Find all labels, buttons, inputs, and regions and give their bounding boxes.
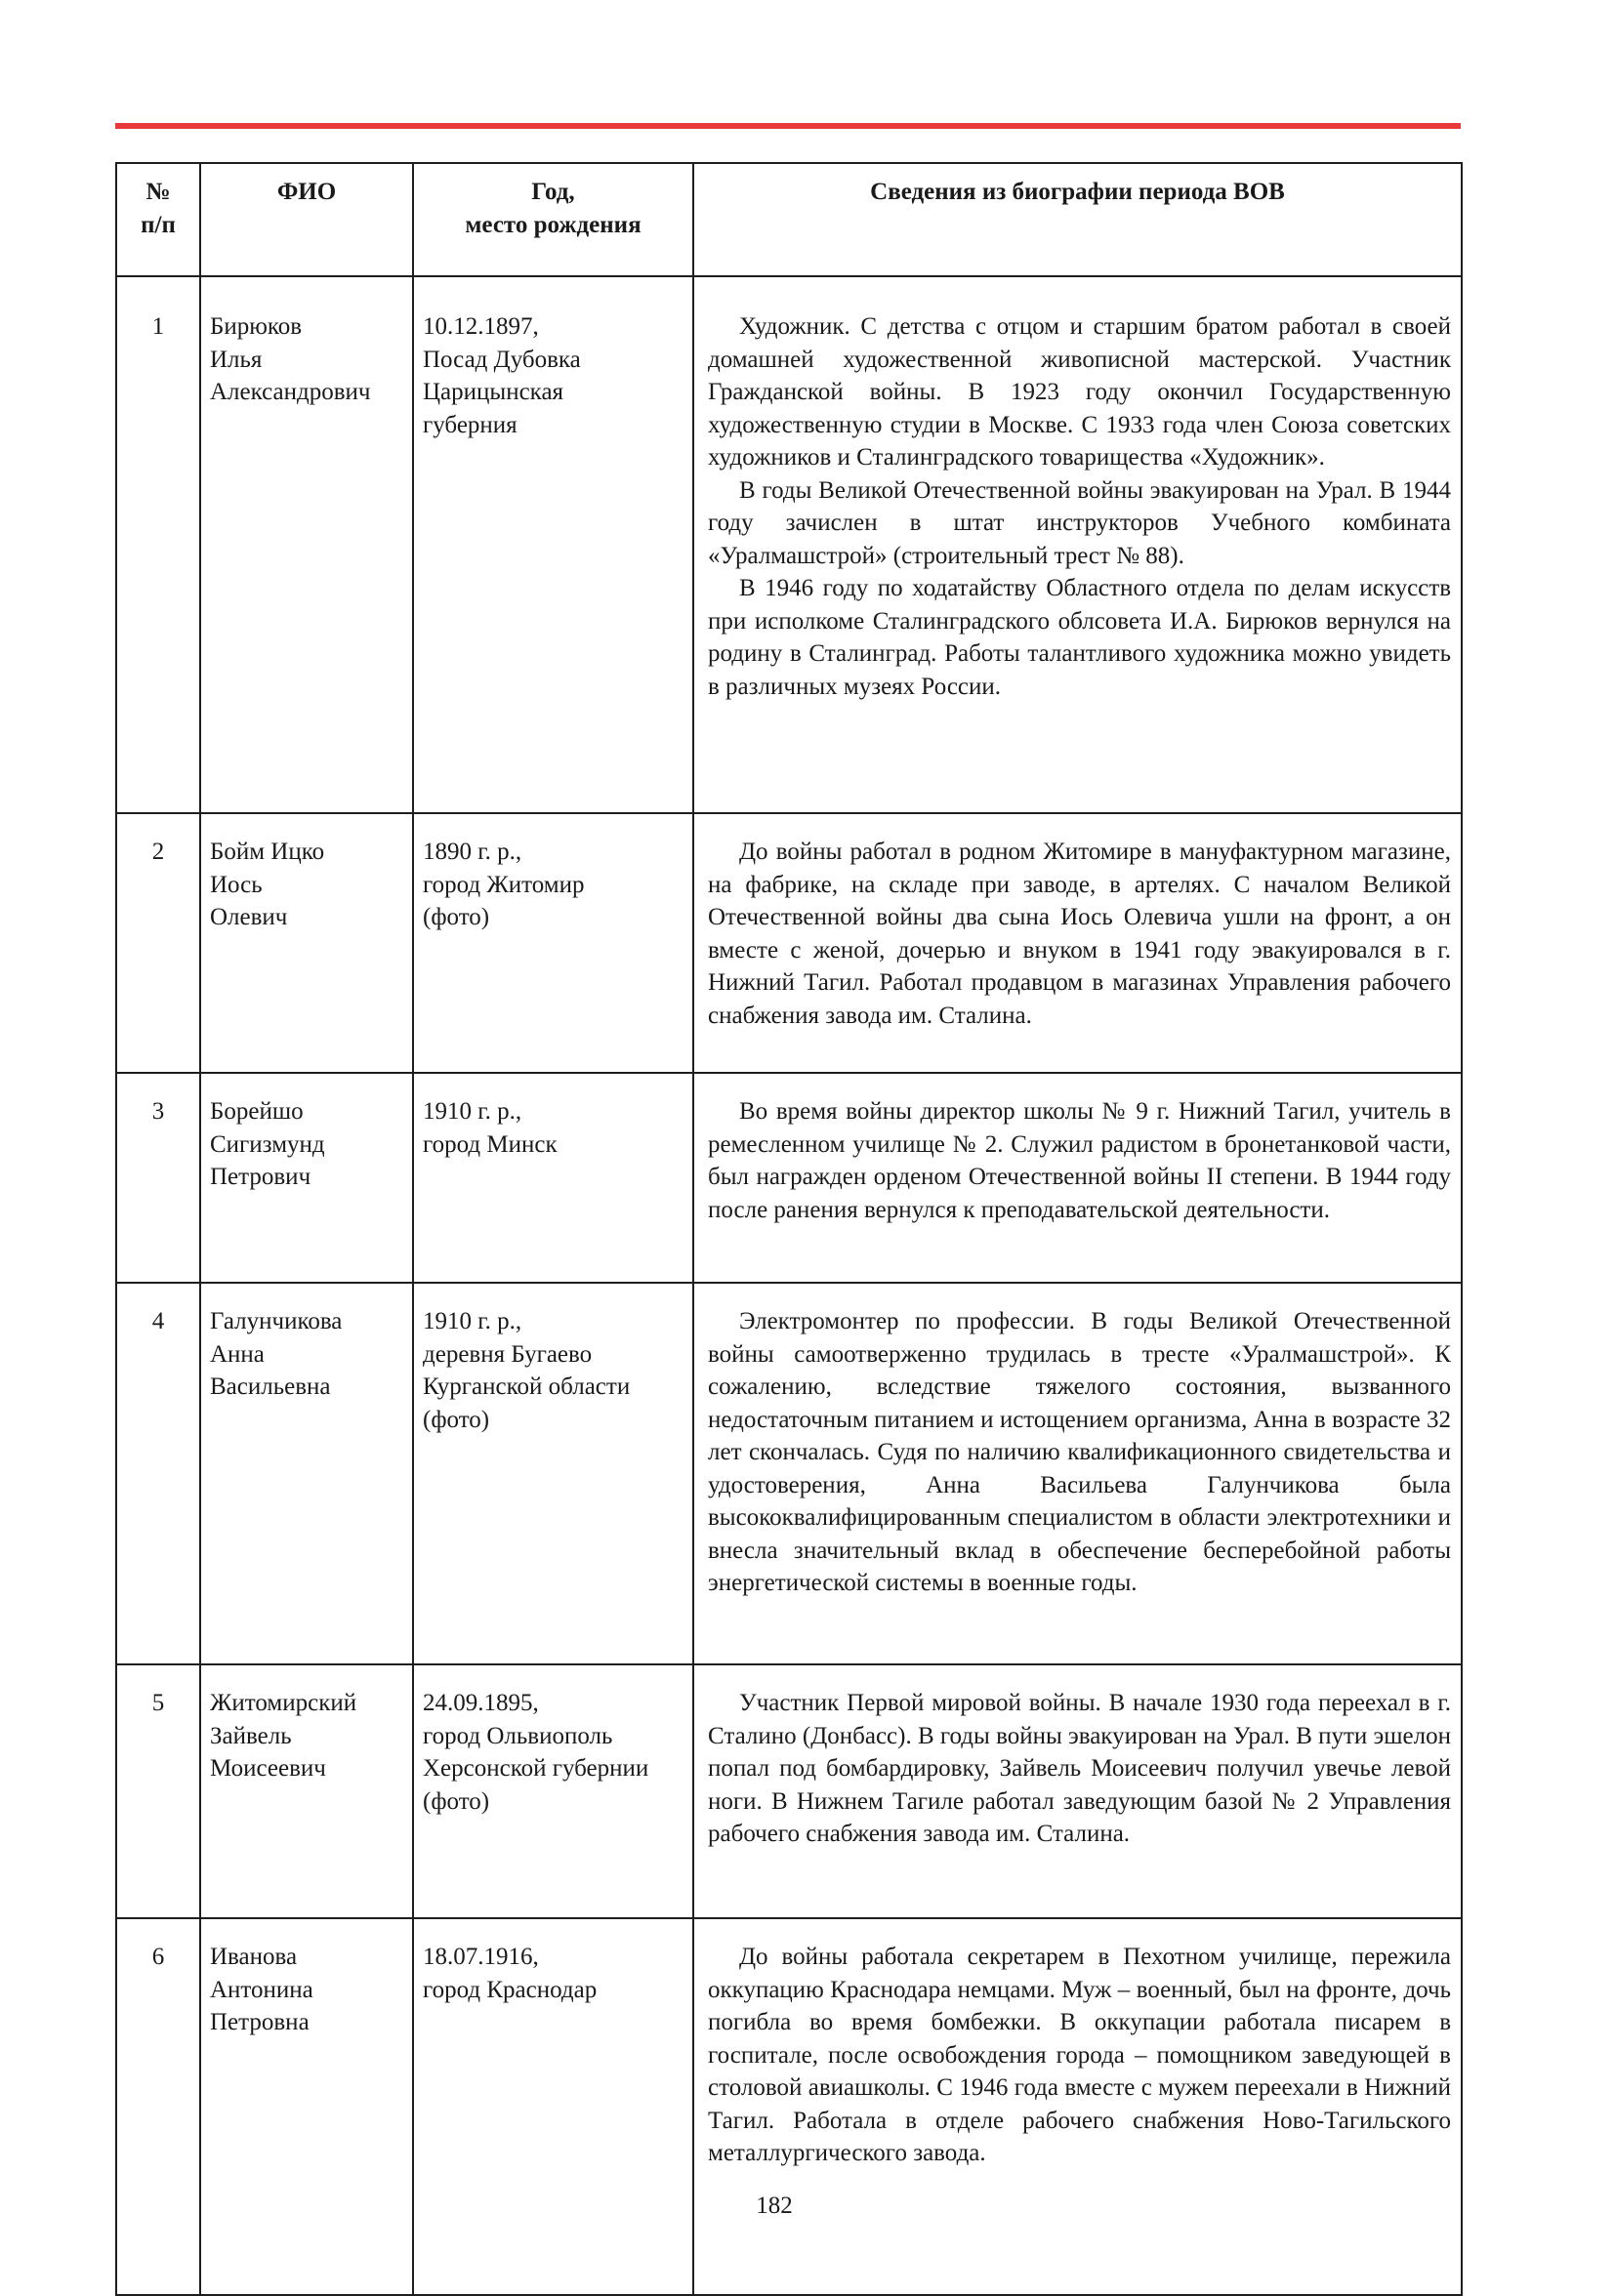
birth-info-line: 1910 г. р.,: [423, 1308, 522, 1334]
header-num-line: №: [145, 179, 171, 205]
person-name-line: Моисеевич: [210, 1755, 326, 1782]
person-name-line: Иванова: [210, 1944, 298, 1970]
birth-info-line: деревня Бугаево: [423, 1340, 593, 1368]
birth-info-line: 10.12.1897,: [423, 313, 539, 340]
header-accent-rule: [115, 123, 1461, 129]
birth-info-line: (фото): [423, 1787, 490, 1815]
table-row: [116, 1283, 1462, 1664]
person-name-line: Зайвель: [210, 1722, 292, 1749]
person-name-line: Васильевна: [210, 1374, 331, 1400]
birth-info-cell: [413, 813, 693, 1073]
biography-cell: [693, 1283, 1462, 1664]
table-row: [116, 1918, 1462, 2295]
birth-info-line: 1910 г. р.,: [423, 1098, 522, 1125]
row-number-cell: [116, 1918, 200, 2295]
header-birth-line: место рождения: [465, 212, 642, 238]
biography-paragraph: В годы Великой Отечественной войны эвакуирован на Урал. В 1944 году зачислен в штат инструкторов Учебного комбината «Уралмашстрой» (строительный трест № 88).: [708, 476, 1451, 569]
biography-paragraph: До войны работала секретарем в Пехотном училище, пережила оккупацию Краснодара немцами. Муж – военный, был на фронте, дочь погибла во время бомбежки. В оккупации работала писарем в госпитале, после освобождения города – помощником заведующей в столовой авиашколы. С 1946 года вместе с мужем переехали в Нижний Тагил. Работала в отделе рабочего снабжения Ново-Тагильского металлургического завода.: [708, 1944, 1451, 2166]
biography-cell: [693, 1918, 1462, 2295]
person-name-line: Борейшо: [210, 1098, 304, 1125]
person-name-cell: [200, 813, 413, 1073]
biography-paragraph: До войны работал в родном Житомире в мануфактурном магазине, на фабрике, на складе при заводе, в артелях. С началом Великой Отечественной войны два сына Иось Олевича ушли на фронт, а он вместе с женой, дочерью и внуком в 1941 году эвакуировался в г. Нижний Тагил. Работал продавцом в магазинах Управления рабочего снабжения завода им. Сталина.: [708, 839, 1451, 1029]
row-number-cell: [116, 1283, 200, 1664]
birth-info-cell: [413, 1073, 693, 1283]
person-name-line: Бойм Ицко: [210, 839, 325, 865]
person-name-line: Олевич: [210, 904, 288, 930]
person-name-cell: [200, 1664, 413, 1918]
person-name-line: Иось: [210, 871, 263, 898]
row-number: 1: [151, 313, 165, 340]
birth-info-line: город Житомир: [423, 871, 585, 898]
biography-table: [115, 162, 1463, 2296]
row-number-cell: [116, 1664, 200, 1918]
header-num: [116, 163, 200, 276]
header-birth-line: Год,: [531, 179, 575, 205]
birth-info-line: 24.09.1895,: [423, 1690, 539, 1716]
person-name-line: Илья: [210, 346, 263, 373]
person-name-cell: [200, 1283, 413, 1664]
person-name-line: Александрович: [210, 379, 371, 405]
table-header-row: [116, 163, 1462, 276]
birth-info-line: Посад Дубовка: [423, 346, 581, 373]
row-number-cell: [116, 276, 200, 813]
biography-cell: [693, 276, 1462, 813]
row-number-cell: [116, 813, 200, 1073]
birth-info-line: город Минск: [423, 1130, 558, 1158]
header-num-line: п/п: [141, 212, 176, 238]
biography-paragraph: В 1946 году по ходатайству Областного отдела по делам искусств при исполкоме Сталинградского облсовета И.А. Бирюков вернулся на родину в Сталинград. Работы талантливого художника можно увидеть в различных музеях России.: [708, 575, 1451, 700]
birth-info-line: 18.07.1916,: [423, 1944, 539, 1970]
page-number: 182: [756, 2193, 793, 2219]
table-row: [116, 1664, 1462, 1918]
person-name-line: Житомирский: [210, 1690, 357, 1716]
header-fio: [200, 163, 413, 276]
person-name-line: Петрович: [210, 1164, 311, 1190]
person-name-line: Анна: [210, 1340, 265, 1368]
biography-cell: [693, 1664, 1462, 1918]
birth-info-line: (фото): [423, 904, 490, 930]
row-number-cell: [116, 1073, 200, 1283]
person-name-line: Галунчикова: [210, 1308, 343, 1334]
birth-info-line: Херсонской губернии: [423, 1755, 649, 1782]
birth-info-line: (фото): [423, 1406, 490, 1433]
header-fio-label: ФИО: [276, 179, 337, 205]
person-name-line: Сигизмунд: [210, 1130, 325, 1158]
birth-info-line: губерния: [423, 411, 518, 438]
person-name-cell: [200, 1918, 413, 2295]
birth-info-line: город Краснодар: [423, 1976, 598, 2003]
person-name-line: Бирюков: [210, 313, 303, 340]
biography-cell: [693, 1073, 1462, 1283]
birth-info-cell: [413, 1918, 693, 2295]
birth-info-line: город Ольвиополь: [423, 1722, 613, 1749]
birth-info-cell: [413, 1283, 693, 1664]
biography-paragraph: Участник Первой мировой войны. В начале 1930 года переехал в г. Сталино (Донбасс). В годы войны эвакуирован на Урал. В пути эшелон попал под бомбардировку, Зайвель Моисеевич получил увечье левой ноги. В Нижнем Тагиле работал заведующим базой № 2 Управления рабочего снабжения завода им. Сталина.: [708, 1690, 1451, 1847]
table-row: [116, 1073, 1462, 1283]
row-number: 4: [151, 1308, 165, 1334]
person-name-line: Петровна: [210, 2009, 310, 2035]
birth-info-cell: [413, 1664, 693, 1918]
table-row: [116, 276, 1462, 813]
row-number: 2: [151, 839, 165, 865]
row-number: 6: [151, 1944, 165, 1970]
birth-info-line: 1890 г. р.,: [423, 839, 522, 865]
birth-info-cell: [413, 276, 693, 813]
header-bio: [693, 163, 1462, 276]
person-name-line: Антонина: [210, 1976, 313, 2003]
biography-paragraph: Во время войны директор школы № 9 г. Нижний Тагил, учитель в ремесленном училище № 2. Служил радистом в бронетанковой части, был награжден орденом Отечественной войны II степени. В 1944 году после ранения вернулся к преподавательской деятельности.: [708, 1098, 1451, 1223]
row-number: 5: [151, 1690, 165, 1716]
person-name-cell: [200, 276, 413, 813]
biography-cell: [693, 813, 1462, 1073]
person-name-cell: [200, 1073, 413, 1283]
biography-paragraph: Художник. С детства с отцом и старшим братом работал в своей домашней художественной живописной мастерской. Участник Гражданской войны. В 1923 году окончил Государственную художественную студии в Москве. С 1933 года член Союза советских художников и Сталинградского товарищества «Художник».: [708, 313, 1451, 471]
birth-info-line: Курганской области: [423, 1374, 631, 1400]
table-row: [116, 813, 1462, 1073]
row-number: 3: [151, 1098, 165, 1125]
header-bio-label: Сведения из биографии периода ВОВ: [870, 179, 1285, 205]
biography-paragraph: Электромонтер по профессии. В годы Великой Отечественной войны самоотверженно трудилась в тресте «Уралмашстрой». К сожалению, вследствие тяжелого состояния, вызванного недостаточным питанием и истощением организма, Анна в возрасте 32 лет скончалась. Судя по наличию квалификационного свидетельства и удостоверения, Анна Васильева Галунчикова была высококвалифицированным специалистом в области электротехники и внесла значительный вклад в обеспечение бесперебойной работы энергетической системы в военные годы.: [708, 1308, 1451, 1596]
header-birth: [413, 163, 693, 276]
birth-info-line: Царицынская: [423, 379, 564, 405]
